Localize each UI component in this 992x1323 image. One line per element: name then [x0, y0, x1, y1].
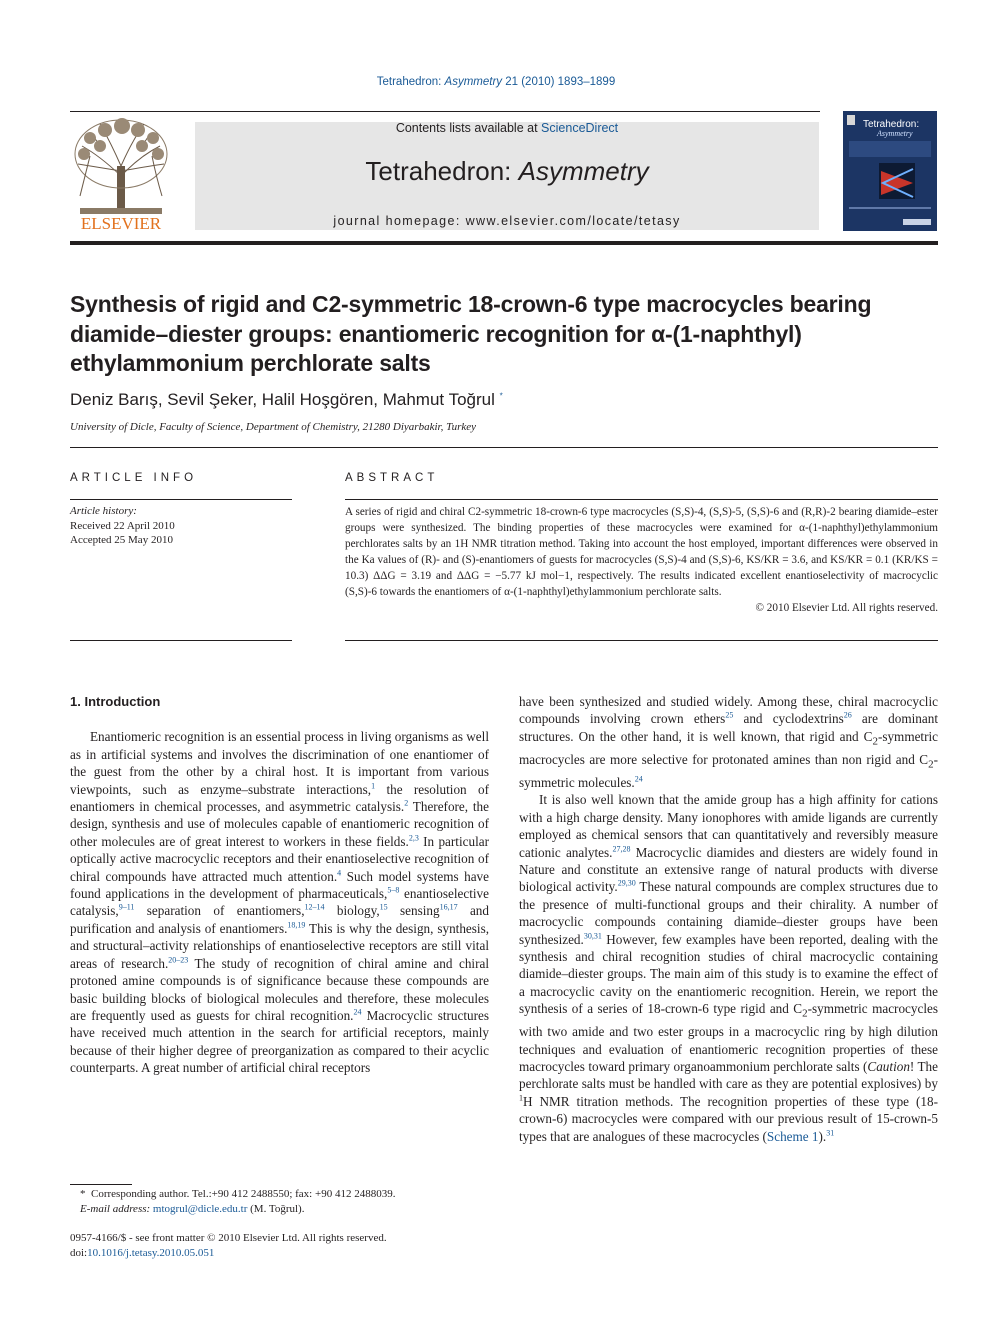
- body-paragraph: Enantiomeric recognition is an essential process in living organisms as well as in artificial systems and involves the discrimination of one enantiomer of the guest from the other by a chiral host. It is important from various viewpoints, such as enzyme–substrate interactions,$^1$ the resolution of enantiomers in chemical processes, and asymmetric catalysis.$^2$ Therefore, the design, synthesis and use of molecules capable of enantiomeric recognition of other molecules are of great interest to workers in these fields.$^{2,3}$ In particular optically active macrocyclic receptors and their enantioselective recognition of chiral compounds have attracted much attention.$^4$ Such model systems have found applications in the development of pharmaceuticals,$^{5-8}$ enantioselective catalysis,$^{9-11}$ separation of enantiomers,$^{12-14}$ biology,$^{15}$ sensing$^{16,17}$ and purification and analysis of enantiomers.$^{18,19}$ This is why the design, synthesis, and structural–activity relationships of enantioselective receptors are still vital areas of research.$^{20-23}$ The study of recognition of chiral amine and chiral protoned amine compounds is of significance because these compounds are basic building blocks of biological molecules and therefore, these molecules are frequently used as guests for chiral recognition.$^{24}$ Macrocyclic structures have received much attention in the search for artificial receptors, mainly because of their higher degree of preorganization as compared to their acyclic counterparts. A great number of artificial chiral receptors: [70, 729, 490, 1076]
- svg-text:Asymmetry: Asymmetry: [877, 129, 913, 138]
- divider: [345, 499, 938, 500]
- elsevier-logo[interactable]: [70, 116, 172, 232]
- header-top-rule: [70, 111, 820, 112]
- doi-link[interactable]: 10.1016/j.tetasy.2010.05.051: [87, 1246, 215, 1259]
- abstract-body: A series of rigid and chiral C2-symmetric 18-crown-6 type macrocycles (S,S)-4, (S,S)-5, (S,S)-6 and (R,R)-2 bearing diamide–ester groups were synthesized. The binding properties of these macrocycles were examined for α-(1-naphthyl)ethylammonium perchlorates salts by an 1H NMR titration method. Taking into account the host employed, important differences were observed in the Ka values of (R)- and (S)-enantiomers of guests for macrocycles (S,S)-4 and (S,S)-6, KS/KR = 3.6, and KS/KR = 0.1 (KR/KS = 10.3) ΔΔG = 3.19 and ΔΔG = −5.77 kJ mol−1, respectively. The results indicated excellent enantioselectivity of macrocyclic (S,S)-6 towards the enantiomers of α-(1-naphthyl)ethylammonium perchlorate salts. © 2010 Elsevier Ltd. All rights reserved.: [345, 506, 938, 614]
- contents-line: Contents lists available at ScienceDirect: [395, 121, 619, 135]
- sciencedirect-link[interactable]: ScienceDirect: [541, 121, 619, 135]
- svg-text:ELSEVIER: ELSEVIER: [80, 214, 162, 232]
- issn-info: 0957-4166/$ - see front matter © 2010 Elsevier Ltd. All rights reserved. doi:10.1016/j.tetasy.2010.05.051: [70, 1232, 387, 1259]
- article-history: Article history: Received 22 April 2010 Accepted 25 May 2010: [70, 505, 175, 546]
- body-column-left: [70, 693, 489, 1077]
- body-paragraph: have been synthesized and studied widely. Among these, chiral macrocyclic compounds involving crown ethers$^{25}$ and cyclodextrins$^{26}$ are dominant structures. On the other hand, it is well known, that rigid and $C_2$-symmetric macrocycles are more selective for protonated amines than non rigid and $C_2$-symmetric molecules.$^{24}$: [519, 694, 938, 790]
- body-column-right: [519, 693, 938, 1145]
- body-paragraph: It is also well known that the amide group has a high affinity for cations with a high charge density. Many ionophores with amide ligands are currently employed as chemical sensors that can quantitatively and reversibly measure cationic analytes.$^{27,28}$ Macrocyclic diamides and diesters are widely found in Nature and constitute an extensive range of natural products with diverse biological activity.$^{29,30}$ These natural compounds are complex structures due to the presence of multi-functional groups and their chirality. A number of macrocyclic compounds containing diamide–diester groups have been synthesized.$^{30,31}$ However, few examples have been reported, dealing with the synthesis and chiral recognition studies of chiral macrocyclic containing diamide–diester groups. The main aim of this study is to examine the effect of a macrocyclic cavity on the enantiomeric recognition. Herein, we report the synthesis of a series of 18-crown-6 type rigid and $C_2$-symmetric macrocycles with two amide and two ester groups in a macrocyclic ring by high dilution techniques and evaluation of enantiomeric recognition properties of these macrocycles toward primary organoammonium perchlorate salts (Caution! The perchlorate salts must be handled with care as they are potential explosives) by $^1$H NMR titration methods. The recognition properties of these type (18-crown-6) macrocycles were compared with our previous result of 15-crown-5 types that are analogues of these macrocycles (Scheme 1).$^{31}$: [519, 792, 939, 1144]
- header-thick-rule: [70, 241, 938, 245]
- abstract-heading: ABSTRACT: [345, 472, 439, 484]
- article-title: Synthesis of rigid and C2-symmetric 18-crown-6 type macrocycles bearing diamide–diester groups: enantiomeric recognition for α-(1-naphthyl) ethylammonium perchlorate salts: [70, 291, 872, 376]
- journal-homepage-link[interactable]: journal homepage: www.elsevier.com/locate/tetasy: [333, 214, 681, 228]
- journal-cover-image[interactable]: [843, 111, 937, 231]
- copyright-notice: © 2010 Elsevier Ltd. All rights reserved.: [755, 602, 938, 614]
- divider: [70, 640, 292, 641]
- divider: [70, 447, 938, 448]
- article-info-heading: ARTICLE INFO: [70, 472, 198, 484]
- footnote: * Corresponding author. Tel.:+90 412 2488550; fax: +90 412 2488039. E-mail address: mtogrul@dicle.edu.tr (M. Toğrul).: [80, 1188, 396, 1215]
- scheme-link[interactable]: Scheme 1: [766, 1128, 819, 1144]
- author-list: Deniz Barış, Sevil Şeker, Halil Hoşgören, Mahmut Toğrul *: [70, 390, 503, 409]
- email-link[interactable]: mtogrul@dicle.edu.tr: [152, 1202, 248, 1215]
- corresponding-author-mark[interactable]: *: [499, 391, 503, 401]
- divider: [345, 640, 938, 641]
- footnote-rule: [70, 1184, 132, 1185]
- section-heading: 1. Introduction: [70, 694, 161, 709]
- journal-citation[interactable]: Tetrahedron: Asymmetry 21 (2010) 1893–1899: [376, 76, 616, 88]
- divider: [70, 499, 292, 500]
- svg-text:Tetrahedron:: Tetrahedron:: [863, 119, 920, 130]
- journal-title: Tetrahedron: Asymmetry: [365, 156, 649, 186]
- affiliation: University of Dicle, Faculty of Science, Department of Chemistry, 21280 Diyarbakir, Turkey: [70, 421, 477, 433]
